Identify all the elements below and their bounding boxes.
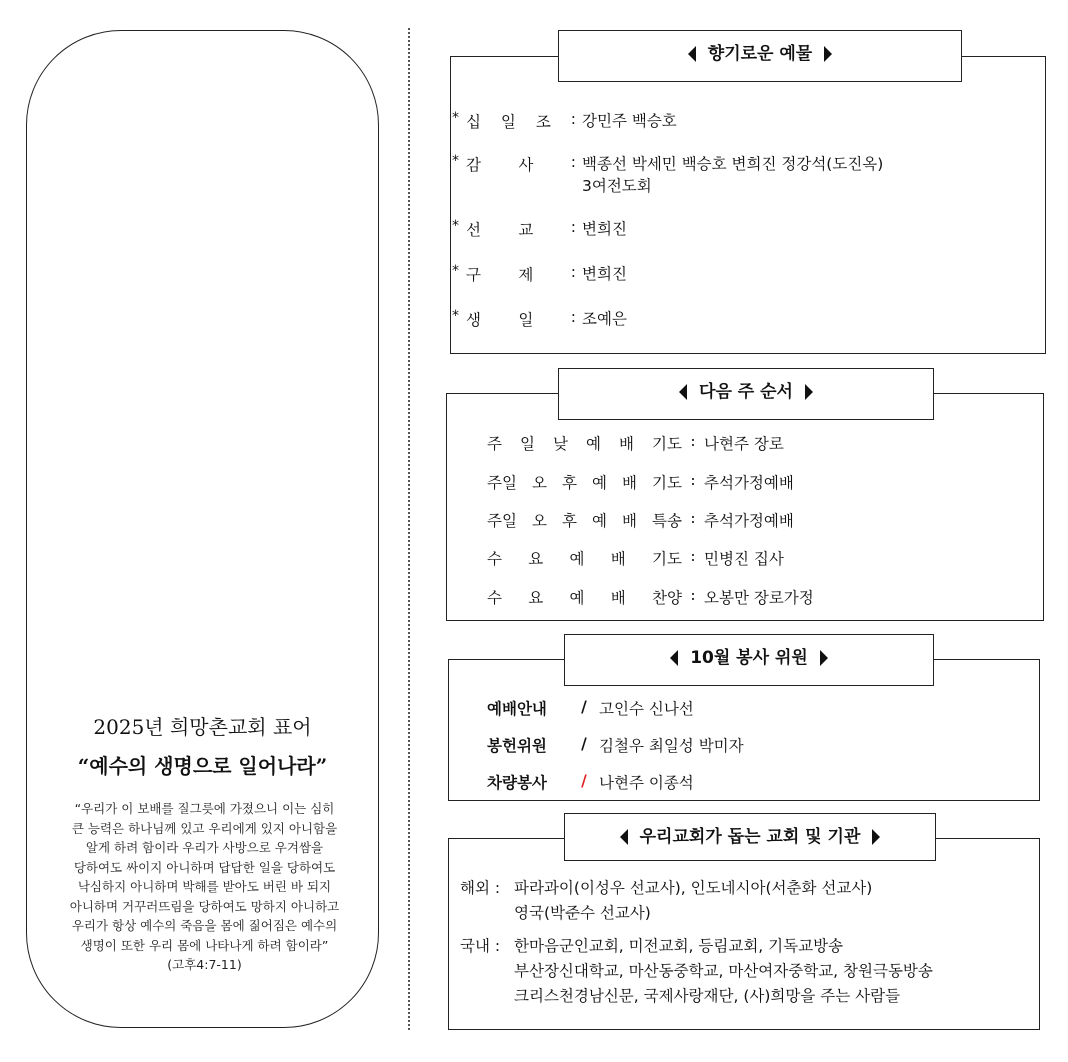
volunteer-value: 김철우 최일성 박미자 <box>599 737 744 755</box>
volunteer-row: 예배안내 / 고인수 신나선 <box>487 697 694 718</box>
verse-line: 생명이 또한 우리 몸에 나타나게 하려 함이라” <box>80 937 329 953</box>
title-left-cap-icon <box>679 384 687 400</box>
schedule-row: 주일 오 후 예 배 특송 : 추석가정예배 <box>487 509 794 530</box>
offerings-title: 향기로운 예물 <box>558 30 962 82</box>
bullet-icon: * <box>452 110 459 126</box>
verse-line: 당하여도 싸이지 아니하며 답답한 일을 당하여도 <box>73 859 336 875</box>
title-left-cap-icon <box>670 650 678 666</box>
schedule-label: 주일 오 후 예 배 특송 <box>487 512 682 530</box>
title-right-cap-icon <box>805 384 813 400</box>
volunteer-label: 예배안내 <box>487 699 547 718</box>
title-right-cap-icon <box>824 46 832 62</box>
volunteer-row: 차량봉사 / 나현주 이종석 <box>487 771 694 792</box>
bullet-icon: * <box>452 308 459 324</box>
volunteer-value: 나현주 이종석 <box>599 774 694 792</box>
offering-row-thanks <box>452 153 883 197</box>
offering-label: 선 교 : <box>466 218 576 239</box>
bullet-icon: * <box>452 263 459 279</box>
title-right-cap-icon <box>820 650 828 666</box>
volunteer-label: 차량봉사 <box>487 773 547 792</box>
volunteer-label: 봉헌위원 <box>487 736 547 755</box>
supported-row-overseas <box>460 876 872 926</box>
title-right-cap-icon <box>872 829 880 845</box>
schedule-label: 주일 오 후 예 배 기도 <box>487 474 682 492</box>
fold-divider <box>408 28 410 1030</box>
supported-list: 한마음군인교회, 미전교회, 등림교회, 기독교방송 부산장신대학교, 마산동중학교, 마산여자중학교, 창원극동방송 크리스천경남신문, 국제사랑재단, (사)희망을 주는 사람들 <box>514 937 933 1005</box>
bullet-icon: * <box>452 153 459 169</box>
offering-value: 변희진 <box>582 220 627 238</box>
offering-value: 강민주 백승호 <box>582 112 677 130</box>
schedule-title: 다음 주 순서 <box>558 368 934 420</box>
schedule-value: 추석가정예배 <box>704 512 794 530</box>
schedule-label: 주 일 낮 예 배 기도 <box>487 435 682 453</box>
schedule-label: 수 요 예 배 기도 <box>487 550 682 568</box>
supported-label: 국내 : <box>460 937 501 955</box>
offering-value: 조예은 <box>582 310 627 328</box>
offering-row-birthday <box>452 308 627 330</box>
offering-label: 십 일 조 : <box>466 110 576 131</box>
schedule-value: 추석가정예배 <box>704 474 794 492</box>
offering-label: 생 일 : <box>466 308 576 329</box>
schedule-row: 주일 오 후 예 배 기도 : 추석가정예배 <box>487 471 794 492</box>
offering-label: 구 제 : <box>466 263 576 284</box>
motto-main-line: “예수의 생명으로 일어나라” <box>77 754 328 778</box>
offering-row-relief <box>452 263 627 285</box>
title-left-cap-icon <box>620 829 628 845</box>
volunteer-value: 고인수 신나선 <box>599 700 694 718</box>
schedule-value: 나현주 장로 <box>704 435 784 453</box>
volunteer-row: 봉헌위원 / 김철우 최일성 박미자 <box>487 734 744 755</box>
verse-line: “우리가 이 보배를 질그릇에 가졌으니 이는 심히 <box>74 801 335 816</box>
verse-reference: (고후4:7-11) <box>167 957 242 972</box>
bullet-icon: * <box>452 218 459 234</box>
motto-year-line: 2025년 희망촌교회 표어 <box>93 715 312 739</box>
schedule-value: 민병진 집사 <box>704 550 784 568</box>
offering-row-mission <box>452 218 627 240</box>
supported-list: 파라과이(이성우 선교사), 인도네시아(서춘화 선교사) 영국(박준수 선교사) <box>514 879 873 922</box>
title-left-cap-icon <box>688 46 696 62</box>
schedule-row: 수 요 예 배 기도 : 민병진 집사 <box>487 547 784 568</box>
motto-panel <box>26 30 379 1028</box>
volunteers-title: 10월 봉사 위원 <box>564 634 934 686</box>
verse-line: 아니하며 거꾸러뜨림을 당하여도 망하지 아니하고 <box>69 898 340 914</box>
motto-verse <box>49 799 360 975</box>
motto-heading <box>27 711 378 779</box>
schedule-value: 오봉만 장로가정 <box>704 589 814 607</box>
schedule-label: 수 요 예 배 찬양 <box>487 589 682 607</box>
supported-title: 우리교회가 돕는 교회 및 기관 <box>564 813 936 861</box>
offering-label: 감 사 : <box>466 153 576 174</box>
supported-label: 해외 : <box>460 879 501 897</box>
verse-line: 우리가 항상 예수의 죽음을 몸에 짊어짐은 예수의 <box>71 918 338 933</box>
schedule-row: 주 일 낮 예 배 기도 : 나현주 장로 <box>487 432 784 453</box>
verse-line: 낙심하지 아니하며 박해를 받아도 버린 바 되지 <box>77 879 332 894</box>
supported-row-domestic <box>460 934 933 1009</box>
offering-value: 변희진 <box>582 265 627 283</box>
verse-line: 알게 하려 함이라 우리가 사방으로 우겨쌈을 <box>85 840 324 855</box>
schedule-row: 수 요 예 배 찬양 : 오봉만 장로가정 <box>487 586 814 607</box>
verse-line: 큰 능력은 하나님께 있고 우리에게 있지 아니함을 <box>71 820 338 836</box>
offering-value: 백종선 박세민 백승호 변희진 정강석(도진옥) 3여전도회 <box>582 155 884 195</box>
offering-row-tithe <box>452 110 677 132</box>
